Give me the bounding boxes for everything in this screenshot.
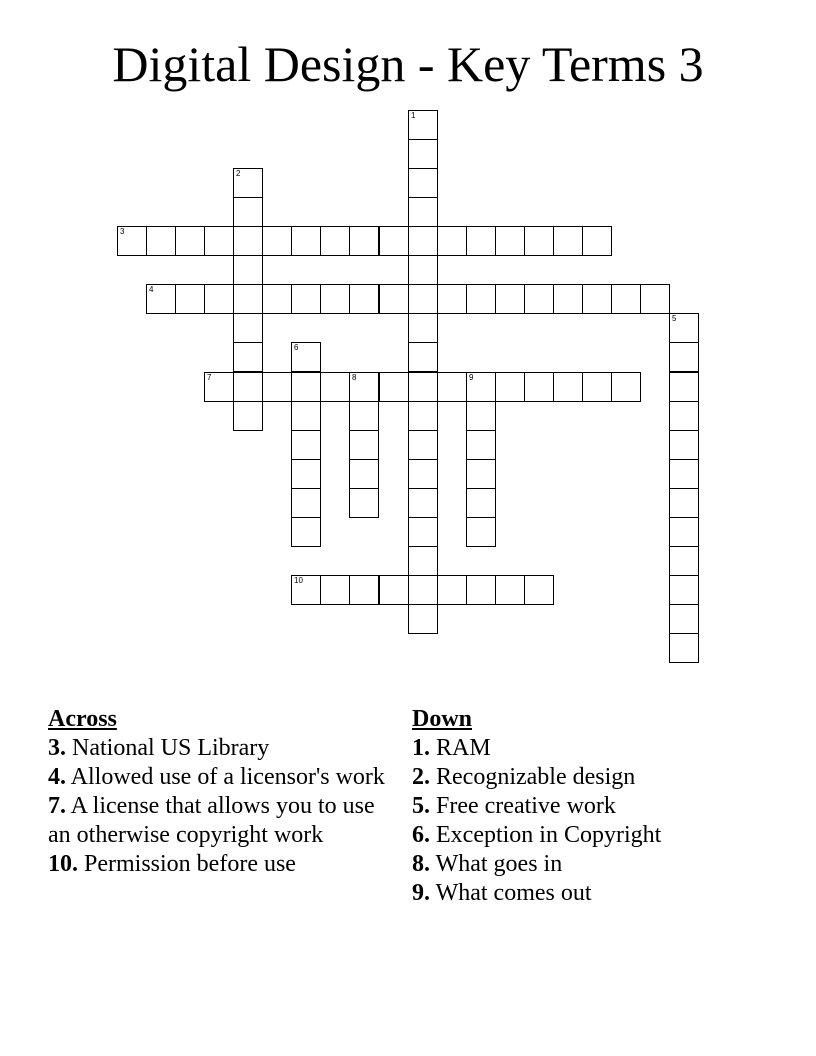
grid-cell[interactable] xyxy=(233,226,263,256)
grid-cell[interactable] xyxy=(408,517,438,547)
clue-across-3 xyxy=(48,734,393,763)
grid-cell[interactable] xyxy=(669,575,699,605)
clue-text: A license that allows you to use an otherwise copyright work xyxy=(48,793,375,848)
grid-cell[interactable] xyxy=(408,575,438,605)
clue-number: 7. xyxy=(48,793,66,819)
grid-cell[interactable] xyxy=(495,226,525,256)
clue-down-1 xyxy=(412,734,792,763)
grid-cell[interactable] xyxy=(320,284,350,314)
grid-cell[interactable] xyxy=(408,546,438,576)
grid-cell[interactable] xyxy=(204,226,234,256)
grid-cell[interactable] xyxy=(379,372,409,402)
grid-cell[interactable] xyxy=(291,342,321,372)
grid-cell[interactable] xyxy=(291,575,321,605)
grid-cell[interactable] xyxy=(408,401,438,431)
grid-cell[interactable] xyxy=(582,226,612,256)
clue-text: Allowed use of a licensor's work xyxy=(66,764,385,790)
clue-number: 6. xyxy=(412,822,430,848)
clue-number: 4. xyxy=(48,764,66,790)
grid-cell[interactable] xyxy=(669,633,699,663)
cell-number: 6 xyxy=(294,343,299,352)
grid-cell[interactable] xyxy=(437,575,467,605)
grid-cell[interactable] xyxy=(349,430,379,460)
grid-cell[interactable] xyxy=(669,342,699,372)
grid-cell[interactable] xyxy=(669,313,699,343)
grid-cell[interactable] xyxy=(349,372,379,402)
grid-cell[interactable] xyxy=(262,226,292,256)
clue-text: National US Library xyxy=(66,735,270,761)
grid-cell[interactable] xyxy=(437,284,467,314)
clue-text: Permission before use xyxy=(78,851,296,877)
clue-text: What comes out xyxy=(430,880,592,906)
clue-down-8 xyxy=(412,850,792,879)
grid-cell[interactable] xyxy=(640,284,670,314)
grid-cell[interactable] xyxy=(291,488,321,518)
grid-cell[interactable] xyxy=(582,284,612,314)
grid-cell[interactable] xyxy=(408,197,438,227)
grid-cell[interactable] xyxy=(349,401,379,431)
grid-cell[interactable] xyxy=(379,226,409,256)
grid-cell[interactable] xyxy=(379,284,409,314)
grid-cell[interactable] xyxy=(524,372,554,402)
grid-cell[interactable] xyxy=(408,110,438,140)
grid-cell[interactable] xyxy=(524,226,554,256)
grid-cell[interactable] xyxy=(117,226,147,256)
grid-cell[interactable] xyxy=(233,284,263,314)
grid-cell[interactable] xyxy=(291,226,321,256)
grid-cell[interactable] xyxy=(466,401,496,431)
grid-cell[interactable] xyxy=(349,226,379,256)
grid-cell[interactable] xyxy=(233,313,263,343)
grid-cell[interactable] xyxy=(233,342,263,372)
grid-cell[interactable] xyxy=(408,459,438,489)
cell-number: 1 xyxy=(411,111,416,120)
grid-cell[interactable] xyxy=(175,226,205,256)
clue-number: 3. xyxy=(48,735,66,761)
grid-cell[interactable] xyxy=(669,517,699,547)
grid-cell[interactable] xyxy=(320,575,350,605)
clue-number: 2. xyxy=(412,764,430,790)
cell-number: 2 xyxy=(236,169,241,178)
grid-cell[interactable] xyxy=(611,284,641,314)
grid-cell[interactable] xyxy=(233,168,263,198)
cell-number: 4 xyxy=(149,285,154,294)
grid-cell[interactable] xyxy=(553,226,583,256)
grid-cell[interactable] xyxy=(408,313,438,343)
clue-text: Free creative work xyxy=(430,793,616,819)
grid-cell[interactable] xyxy=(466,284,496,314)
grid-cell[interactable] xyxy=(349,575,379,605)
clue-down-9 xyxy=(412,879,792,908)
clue-across-7 xyxy=(48,792,393,850)
grid-cell[interactable] xyxy=(233,372,263,402)
grid-cell[interactable] xyxy=(437,226,467,256)
grid-cell[interactable] xyxy=(408,372,438,402)
grid-cell[interactable] xyxy=(379,575,409,605)
grid-cell[interactable] xyxy=(495,372,525,402)
grid-cell[interactable] xyxy=(669,372,699,402)
grid-cell[interactable] xyxy=(291,284,321,314)
grid-cell[interactable] xyxy=(408,226,438,256)
cell-number: 5 xyxy=(672,314,677,323)
grid-cell[interactable] xyxy=(291,401,321,431)
grid-cell[interactable] xyxy=(233,197,263,227)
clue-number: 8. xyxy=(412,851,430,877)
grid-cell[interactable] xyxy=(611,372,641,402)
clue-number: 9. xyxy=(412,880,430,906)
grid-cell[interactable] xyxy=(408,430,438,460)
clue-text: Recognizable design xyxy=(430,764,636,790)
grid-cell[interactable] xyxy=(262,372,292,402)
grid-cell[interactable] xyxy=(408,604,438,634)
grid-cell[interactable] xyxy=(175,284,205,314)
clue-text: Exception in Copyright xyxy=(430,822,662,848)
clue-number: 1. xyxy=(412,735,430,761)
grid-cell[interactable] xyxy=(495,284,525,314)
grid-cell[interactable] xyxy=(582,372,612,402)
grid-cell[interactable] xyxy=(466,372,496,402)
cell-number: 9 xyxy=(469,373,474,382)
grid-cell[interactable] xyxy=(146,284,176,314)
clue-number: 5. xyxy=(412,793,430,819)
grid-cell[interactable] xyxy=(466,459,496,489)
grid-cell[interactable] xyxy=(320,372,350,402)
cell-number: 10 xyxy=(294,576,303,585)
grid-cell[interactable] xyxy=(204,284,234,314)
grid-cell[interactable] xyxy=(146,226,176,256)
grid-cell[interactable] xyxy=(233,255,263,285)
clue-text: What goes in xyxy=(430,851,563,877)
grid-cell[interactable] xyxy=(553,372,583,402)
across-heading: Across xyxy=(48,706,117,732)
grid-cell[interactable] xyxy=(291,372,321,402)
grid-cell[interactable] xyxy=(408,139,438,169)
grid-cell[interactable] xyxy=(524,284,554,314)
grid-cell[interactable] xyxy=(408,255,438,285)
clue-number: 10. xyxy=(48,851,78,877)
grid-cell[interactable] xyxy=(233,401,263,431)
grid-cell[interactable] xyxy=(553,284,583,314)
clue-down-5 xyxy=(412,792,792,821)
grid-cell[interactable] xyxy=(466,430,496,460)
grid-cell[interactable] xyxy=(349,488,379,518)
grid-cell[interactable] xyxy=(408,168,438,198)
grid-cell[interactable] xyxy=(408,488,438,518)
grid-cell[interactable] xyxy=(349,284,379,314)
grid-cell[interactable] xyxy=(669,546,699,576)
down-heading: Down xyxy=(412,706,473,732)
grid-cell[interactable] xyxy=(466,488,496,518)
cell-number: 3 xyxy=(120,227,125,236)
grid-cell[interactable] xyxy=(291,459,321,489)
grid-cell[interactable] xyxy=(320,226,350,256)
grid-cell[interactable] xyxy=(349,459,379,489)
cell-number: 8 xyxy=(352,373,357,382)
grid-cell[interactable] xyxy=(669,401,699,431)
grid-cell[interactable] xyxy=(466,226,496,256)
across-clues xyxy=(48,704,393,879)
grid-cell[interactable] xyxy=(669,459,699,489)
down-clues xyxy=(412,704,792,908)
clue-down-6 xyxy=(412,821,792,850)
grid-cell[interactable] xyxy=(437,372,467,402)
clue-across-10 xyxy=(48,850,393,879)
grid-cell[interactable] xyxy=(291,517,321,547)
grid-cell[interactable] xyxy=(408,284,438,314)
puzzle-title: Digital Design - Key Terms 3 xyxy=(112,36,704,92)
grid-cell[interactable] xyxy=(524,575,554,605)
clue-down-2 xyxy=(412,763,792,792)
clue-across-4 xyxy=(48,763,393,792)
grid-cell[interactable] xyxy=(466,575,496,605)
grid-cell[interactable] xyxy=(262,284,292,314)
clue-text: RAM xyxy=(430,735,491,761)
grid-cell[interactable] xyxy=(669,604,699,634)
grid-cell[interactable] xyxy=(495,575,525,605)
grid-cell[interactable] xyxy=(291,430,321,460)
grid-cell[interactable] xyxy=(669,430,699,460)
grid-cell[interactable] xyxy=(204,372,234,402)
grid-cell[interactable] xyxy=(669,488,699,518)
grid-cell[interactable] xyxy=(466,517,496,547)
grid-cell[interactable] xyxy=(408,342,438,372)
cell-number: 7 xyxy=(207,373,212,382)
